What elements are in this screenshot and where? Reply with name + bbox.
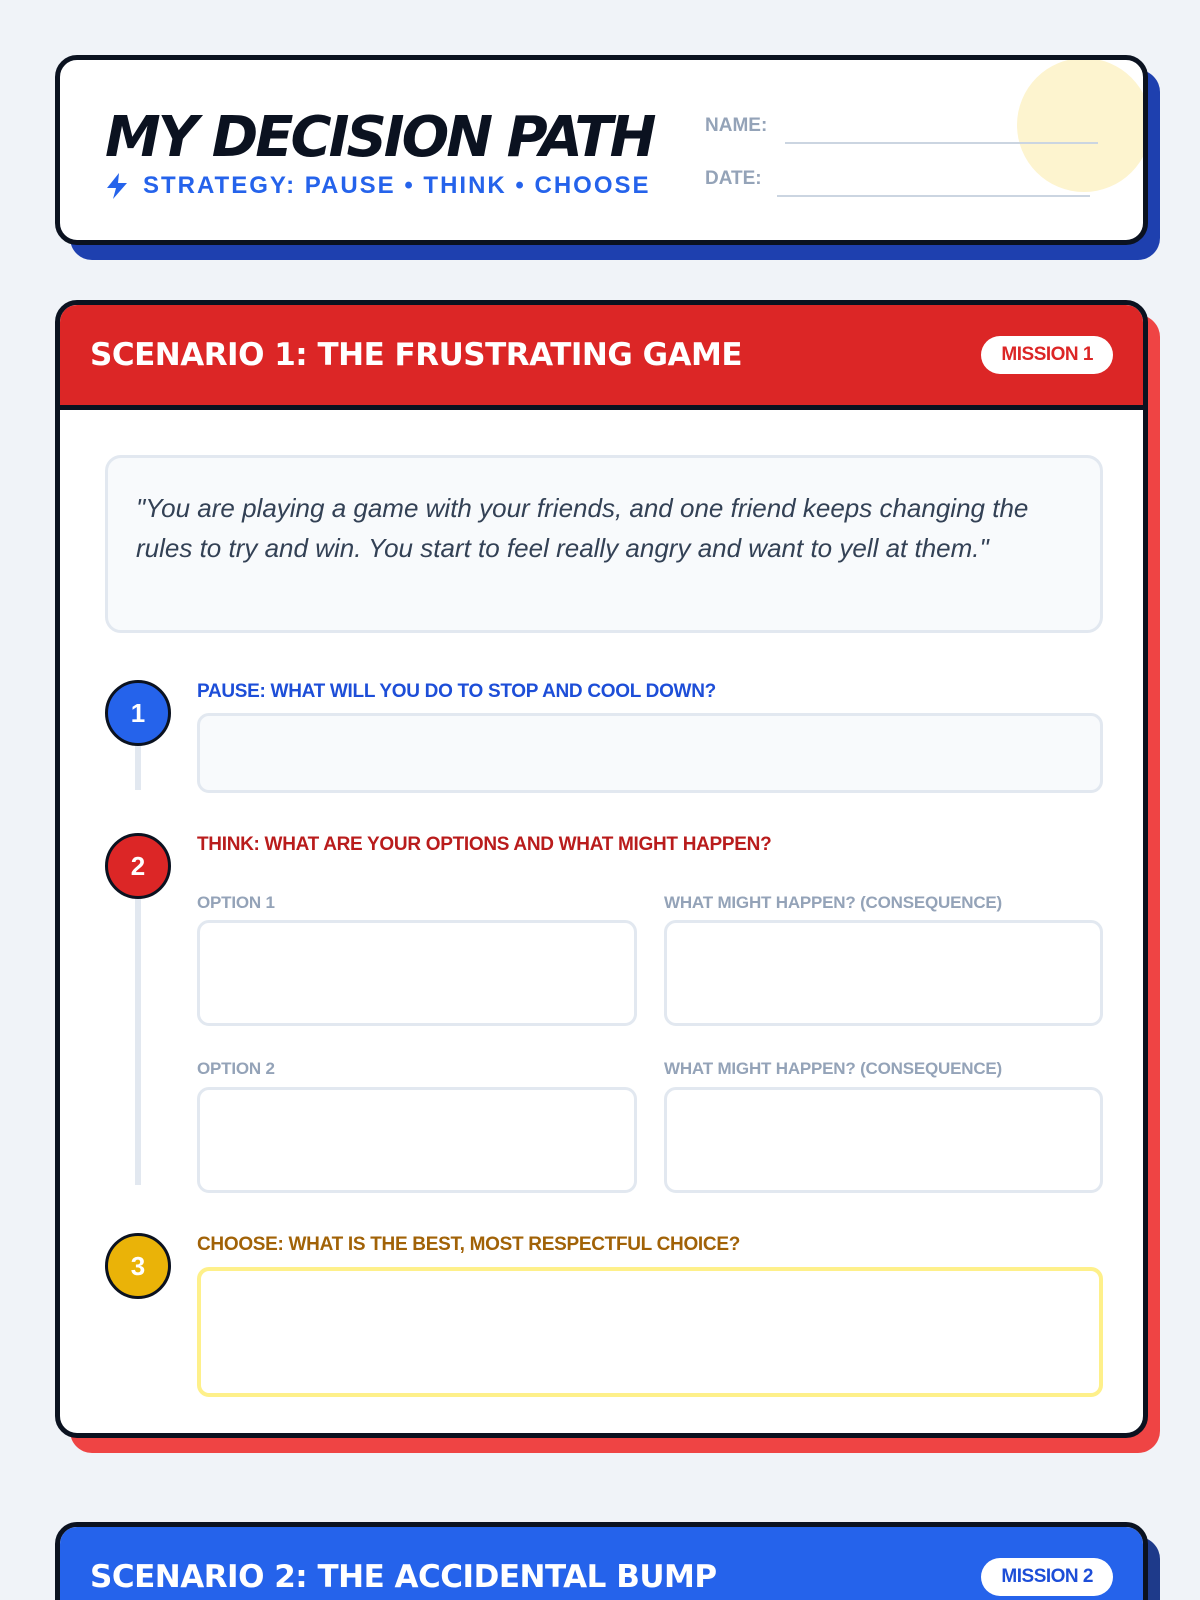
consequence-1-label: WHAT MIGHT HAPPEN? (CONSEQUENCE): [664, 893, 1002, 912]
mission2-badge: MISSION 2: [981, 1558, 1113, 1596]
choice-answer-input[interactable]: [197, 1267, 1103, 1397]
scenario2-card: [55, 1522, 1148, 1600]
scenario1-title: SCENARIO 1: THE FRUSTRATING GAME: [90, 337, 743, 373]
consequence-1-input[interactable]: [664, 920, 1103, 1026]
step-1-label: PAUSE: WHAT WILL YOU DO TO STOP AND COOL DOWN?: [197, 681, 716, 702]
option-2-label: OPTION 2: [197, 1059, 275, 1078]
scenario2-header: [60, 1527, 1143, 1600]
header-card: [55, 55, 1148, 245]
step-2-circle: 2: [105, 833, 171, 899]
option-1-input[interactable]: [197, 920, 637, 1026]
consequence-2-input[interactable]: [664, 1087, 1103, 1193]
lightning-bolt-icon: [105, 173, 129, 199]
option-1-label: OPTION 1: [197, 893, 275, 912]
date-label: DATE:: [705, 168, 762, 189]
strategy-line: [105, 172, 651, 200]
page-title: MY DECISION PATH: [105, 105, 654, 170]
option-2-input[interactable]: [197, 1087, 637, 1193]
scenario2-title: SCENARIO 2: THE ACCIDENTAL BUMP: [90, 1559, 717, 1595]
scenario1-header: [60, 305, 1143, 410]
scenario1-quote: "You are playing a game with your friends, and one friend keeps changing the rules to try and win. You start to feel really angry and want to yell at them.": [105, 455, 1103, 633]
step-3-label: CHOOSE: WHAT IS THE BEST, MOST RESPECTFUL CHOICE?: [197, 1234, 741, 1255]
name-field[interactable]: [785, 142, 1098, 144]
date-field[interactable]: [777, 195, 1090, 197]
step-3-circle: 3: [105, 1233, 171, 1299]
step-2-label: THINK: WHAT ARE YOUR OPTIONS AND WHAT MIGHT HAPPEN?: [197, 834, 772, 855]
consequence-2-label: WHAT MIGHT HAPPEN? (CONSEQUENCE): [664, 1059, 1002, 1078]
step-connector: [135, 883, 141, 1185]
pause-answer-input[interactable]: [197, 713, 1103, 793]
step-1-circle: 1: [105, 680, 171, 746]
name-label: NAME:: [705, 115, 768, 136]
mission1-badge: MISSION 1: [981, 336, 1113, 374]
strategy-text: STRATEGY: PAUSE • THINK • CHOOSE: [143, 172, 651, 199]
decorative-sun-circle: [1017, 58, 1148, 192]
scenario1-card: [55, 300, 1148, 1438]
